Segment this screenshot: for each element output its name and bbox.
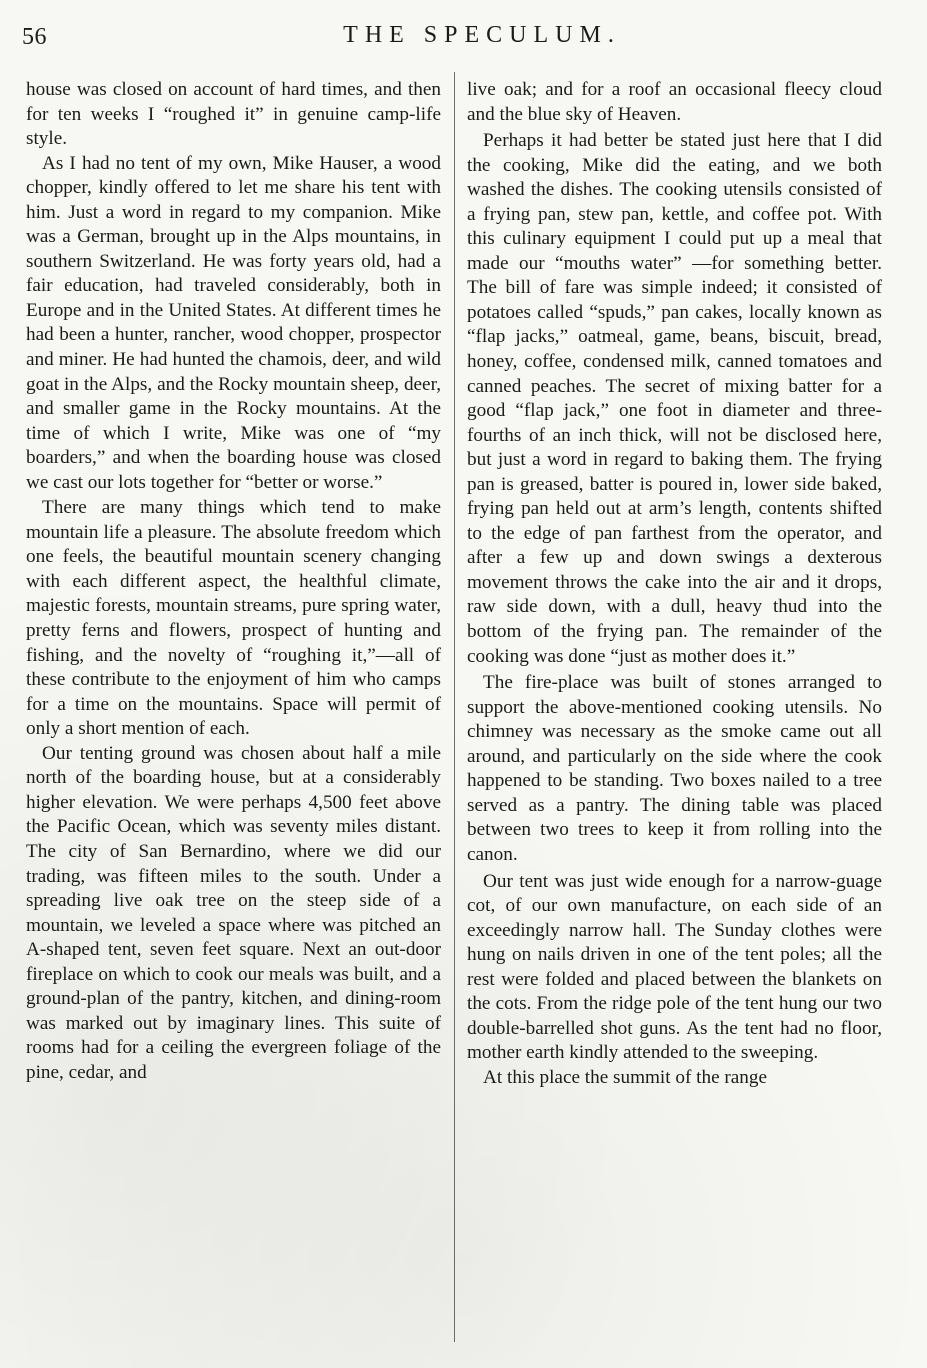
right-paragraph-1: live oak; and for a roof an occasional fleecy cloud and the blue sky of Heaven. [467,79,882,125]
right-paragraph-5: At this place the summit of the range [483,1066,768,1088]
left-paragraph-2: As I had no tent of my own, Mike Hauser, a wood chopper, kindly offered to let me share his tent with him. Just a word in regard to my companion. Mike was a German, brought up in the Alps mountains, in southern Switzerland. He was forty years old, had a fair education, had traveled considerably, both in Europe and in the United States. At different times he had been a hunter, rancher, wood chopper, prospector and miner. He had hunted the chamois, deer, and wild goat in the Alps, and the Rocky mountain sheep, deer, and smaller game in the Rocky mountains. At the time of which I write, Mike was one of “my boarders,” and when the boarding house was closed we cast our lots together for “better or worse.” [26,152,441,493]
left-paragraph-1: house was closed on account of hard times, and then for ten weeks I “roughed it” in genuine camp-life style. [26,79,441,150]
right-paragraph-3: The fire-place was built of stones arranged to support the above-mentioned cooking utensils. No chimney was necessary as the smoke came out all around, and particularly on the side where the cook happened to be standing. Two boxes nailed to a tree served as a pantry. The dining table was placed between two trees to keep it from rolling into the canon. [467,672,882,865]
page-number: 56 [22,24,47,50]
journal-title: THE SPECULUM. [343,22,621,48]
left-text-column [26,78,441,1085]
left-paragraph-3: There are many things which tend to make mountain life a pleasure. The absolute freedom which one feels, the beautiful mountain scenery changing with each different aspect, the healthful climate, majestic forests, mountain streams, pure spring water, pretty ferns and flowers, prospect of hunting and fishing, and the novelty of “roughing it,”—all of these contribute to the enjoyment of him who camps for a time on the mountains. Space will permit of only a short mention of each. [26,497,441,740]
left-paragraph-4: Our tenting ground was chosen about half a mile north of the boarding house, but at a considerably higher elevation. We were perhaps 4,500 feet above the Pacific Ocean, which was seventy miles distant. The city of San Bernardino, where we did our trading, was fifteen miles to the south. Under a spreading live oak tree on the steep side of a mountain, we leveled a space where was pitched an A-shaped tent, seven feet square. Next an out-door fireplace on which to cook our meals was built, and a ground-plan of the pantry, kitchen, and dining-room was marked out by imaginary lines. This suite of rooms had for a ceiling the evergreen foliage of the pine, cedar, and [26,742,441,1083]
page-header [22,16,902,60]
right-paragraph-4: Our tent was just wide enough for a narrow-guage cot, of our own manufacture, on each side of an exceedingly narrow hall. The Sunday clothes were hung on nails driven in one of the tent poles; all the rest were folded and placed between the blankets on the cots. From the ridge pole of the tent hung our two double-barrelled shot guns. As the tent had no floor, mother earth kindly attended to the sweeping. [467,870,882,1064]
column-divider [454,72,455,1342]
right-text-column [467,78,882,1090]
right-paragraph-2: Perhaps it had better be stated just here that I did the cooking, Mike did the eating, and we both washed the dishes. The cooking utensils consisted of a frying pan, stew pan, kettle, and coffee pot. With this culinary equipment I could put up a meal that made our “mouths water” —for something better. The bill of fare was simple indeed; it consisted of potatoes called “spuds,” pan cakes, locally known as “flap jacks,” oatmeal, game, beans, biscuit, bread, honey, coffee, condensed milk, canned tomatoes and canned peaches. The secret of mixing batter for a good “flap jack,” one foot in diameter and three-fourths of an inch thick, will not be disclosed here, but just a word in regard to baking them. The frying pan is greased, batter is poured in, lower side baked, frying pan held out at arm’s length, contents shifted to the edge of pan farthest from the operator, and after a few up and down swings a dexterous movement throws the cake into the air and it drops, raw side down, with a dull, heavy thud into the bottom of the frying pan. The remainder of the cooking was done “just as mother does it.” [467,130,882,667]
